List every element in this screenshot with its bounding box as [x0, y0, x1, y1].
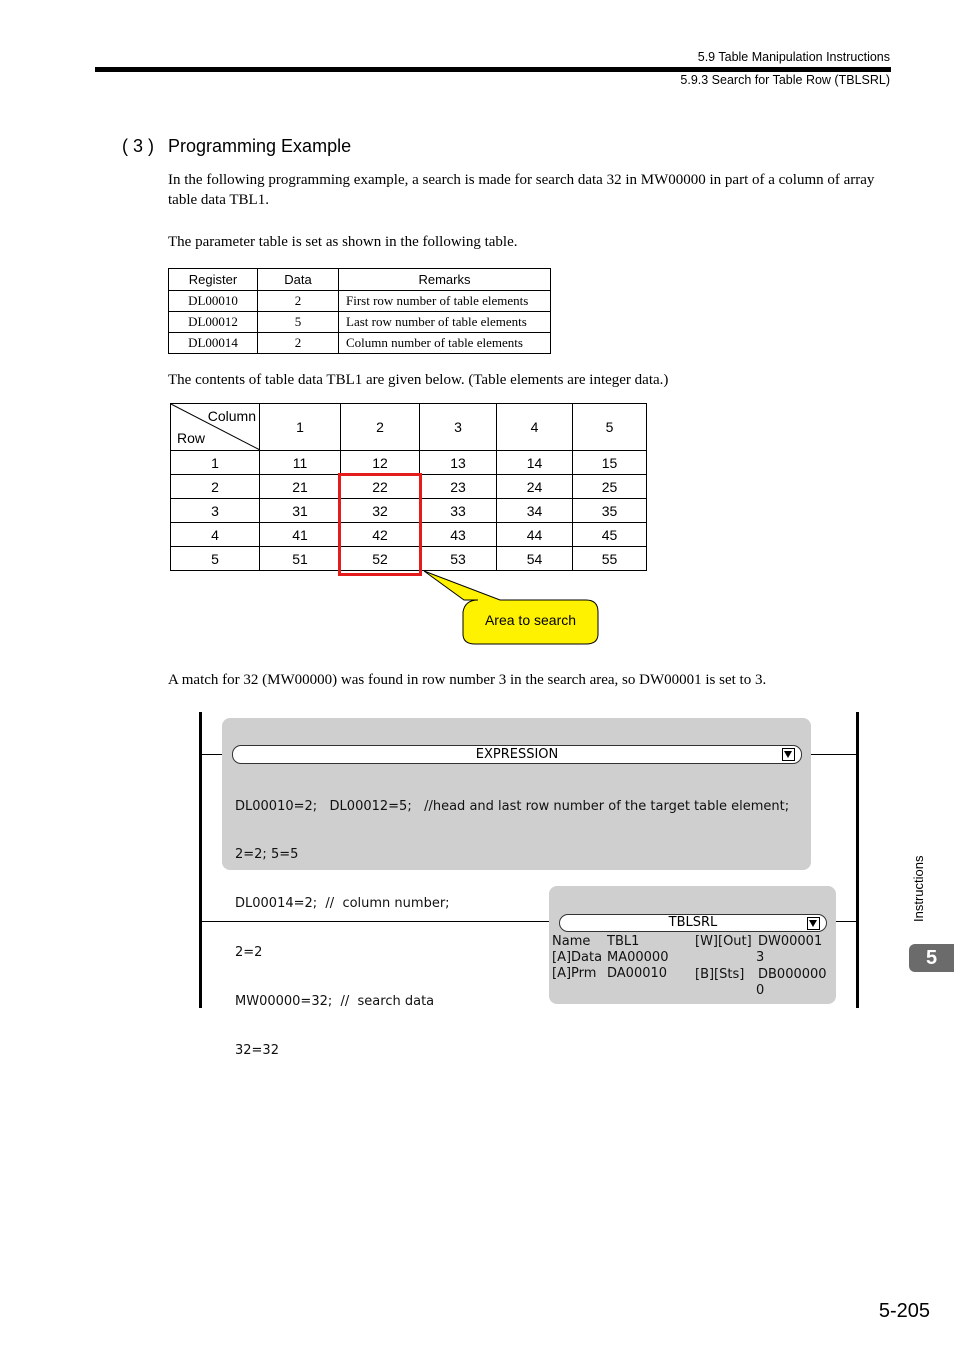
tblsrl-sts-label: [B][Sts] — [695, 967, 745, 982]
tblsrl-title-bar — [559, 914, 827, 932]
table-cell: 44 — [497, 523, 573, 547]
side-tab-label — [911, 840, 925, 930]
header-rule — [95, 67, 891, 72]
table-cell: 35 — [573, 499, 647, 523]
code-line: MW00000=32; // search data — [235, 994, 435, 1010]
tblsrl-prm-value: DA00010 — [607, 966, 668, 981]
row-header: 2 — [171, 475, 260, 499]
running-header-subsection: 5.9.3 Search for Table Row (TBLSRL) — [680, 73, 890, 87]
tblsrl-sts-result: 0 — [756, 983, 765, 998]
table-row — [171, 451, 647, 475]
section-number: ( 3 ) — [122, 136, 155, 156]
tblsrl-name-value: TBL1 — [607, 934, 640, 949]
table-cell: 24 — [497, 475, 573, 499]
code-line: 32=32 — [235, 1043, 279, 1059]
param-remarks: First row number of table elements — [339, 291, 551, 312]
tblsrl-out-label: [W][Out] — [695, 934, 752, 949]
code-line: 2=2; 5=5 — [235, 847, 299, 863]
param-header-data: Data — [258, 269, 339, 291]
table-cell: 53 — [420, 547, 497, 571]
tblsrl-name-label: Name — [552, 934, 591, 949]
table-cell: 11 — [260, 451, 341, 475]
param-header-register: Register — [169, 269, 258, 291]
param-register: DL00010 — [169, 291, 258, 312]
row-header: 5 — [171, 547, 260, 571]
row-header: 1 — [171, 451, 260, 475]
callout-bubble — [420, 568, 602, 648]
right-power-rail — [856, 712, 859, 1008]
code-line: DL00014=2; // column number; — [235, 896, 450, 912]
collapse-icon[interactable] — [807, 917, 820, 930]
tblsrl-title: TBLSRL — [668, 915, 718, 930]
section-heading — [122, 136, 351, 157]
code-line: 2=2 — [235, 945, 263, 961]
column-header: 5 — [573, 404, 647, 451]
column-header: 2 — [341, 404, 420, 451]
table-cell: 31 — [260, 499, 341, 523]
table-cell: 43 — [420, 523, 497, 547]
expression-title-bar — [232, 745, 802, 764]
table-cell: 41 — [260, 523, 341, 547]
param-register: DL00012 — [169, 312, 258, 333]
table-cell: 13 — [420, 451, 497, 475]
page-number: 5-205 — [878, 1300, 930, 1322]
table-cell: 54 — [497, 547, 573, 571]
param-data: 5 — [258, 312, 339, 333]
tblsrl-out-result: 3 — [756, 950, 765, 965]
tblsrl-panel[interactable] — [549, 886, 836, 1004]
table-cell: 42 — [341, 523, 420, 547]
result-paragraph: A match for 32 (MW00000) was found in row number 3 in the search area, so DW00001 is set to 3. — [168, 672, 767, 688]
running-header-section: 5.9 Table Manipulation Instructions — [697, 50, 890, 64]
param-remarks: Column number of table elements — [339, 333, 551, 354]
table-row — [169, 291, 551, 312]
table-cell: 51 — [260, 547, 341, 571]
table-cell: 52 — [341, 547, 420, 571]
table-cell: 14 — [497, 451, 573, 475]
corner-row-label: Row — [177, 430, 206, 446]
row-header: 3 — [171, 499, 260, 523]
table-row — [169, 312, 551, 333]
tblsrl-out-value: DW00001 — [758, 934, 823, 949]
table-cell: 45 — [573, 523, 647, 547]
table-cell: 55 — [573, 547, 647, 571]
collapse-icon[interactable] — [782, 748, 795, 761]
table-row — [169, 333, 551, 354]
tblsrl-prm-label: [A]Prm — [552, 966, 597, 981]
column-header: 4 — [497, 404, 573, 451]
param-header-remarks: Remarks — [339, 269, 551, 291]
row-header: 4 — [171, 523, 260, 547]
param-data: 2 — [258, 291, 339, 312]
contents-intro-paragraph: The contents of table data TBL1 are given below. (Table elements are integer data.) — [168, 372, 669, 388]
expression-title: EXPRESSION — [475, 747, 559, 762]
column-header: 1 — [260, 404, 341, 451]
table-cell: 23 — [420, 475, 497, 499]
left-power-rail — [199, 712, 202, 1008]
table-cell: 22 — [341, 475, 420, 499]
table-cell: 33 — [420, 499, 497, 523]
table-cell: 12 — [341, 451, 420, 475]
table-cell: 25 — [573, 475, 647, 499]
param-remarks: Last row number of table elements — [339, 312, 551, 333]
callout-text: Area to search — [484, 612, 577, 628]
corner-column-label: Column — [207, 408, 256, 424]
section-title: Programming Example — [168, 136, 352, 156]
corner-header — [171, 404, 260, 451]
table-cell: 34 — [497, 499, 573, 523]
intro-paragraph: In the following programming example, a search is made for search data 32 in MW00000 in part of a column of array table data TBL1. — [168, 172, 875, 208]
tblsrl-sts-value: DB000000 — [758, 967, 827, 982]
table-cell: 32 — [341, 499, 420, 523]
table-cell: 21 — [260, 475, 341, 499]
param-intro-paragraph: The parameter table is set as shown in the following table. — [168, 234, 518, 250]
param-data: 2 — [258, 333, 339, 354]
tblsrl-data-label: [A]Data — [552, 950, 603, 965]
side-tab-text: Instructions — [911, 855, 926, 922]
column-header: 3 — [420, 404, 497, 451]
parameter-table — [168, 268, 551, 354]
ladder-diagram — [195, 712, 867, 1059]
tblsrl-data-value: MA00000 — [607, 950, 669, 965]
table-cell: 15 — [573, 451, 647, 475]
code-line: DL00010=2; DL00012=5; //head and last row number of the target table element; — [235, 798, 790, 814]
param-register: DL00014 — [169, 333, 258, 354]
chapter-tab: 5 — [909, 944, 954, 972]
search-area-highlight — [338, 473, 422, 576]
